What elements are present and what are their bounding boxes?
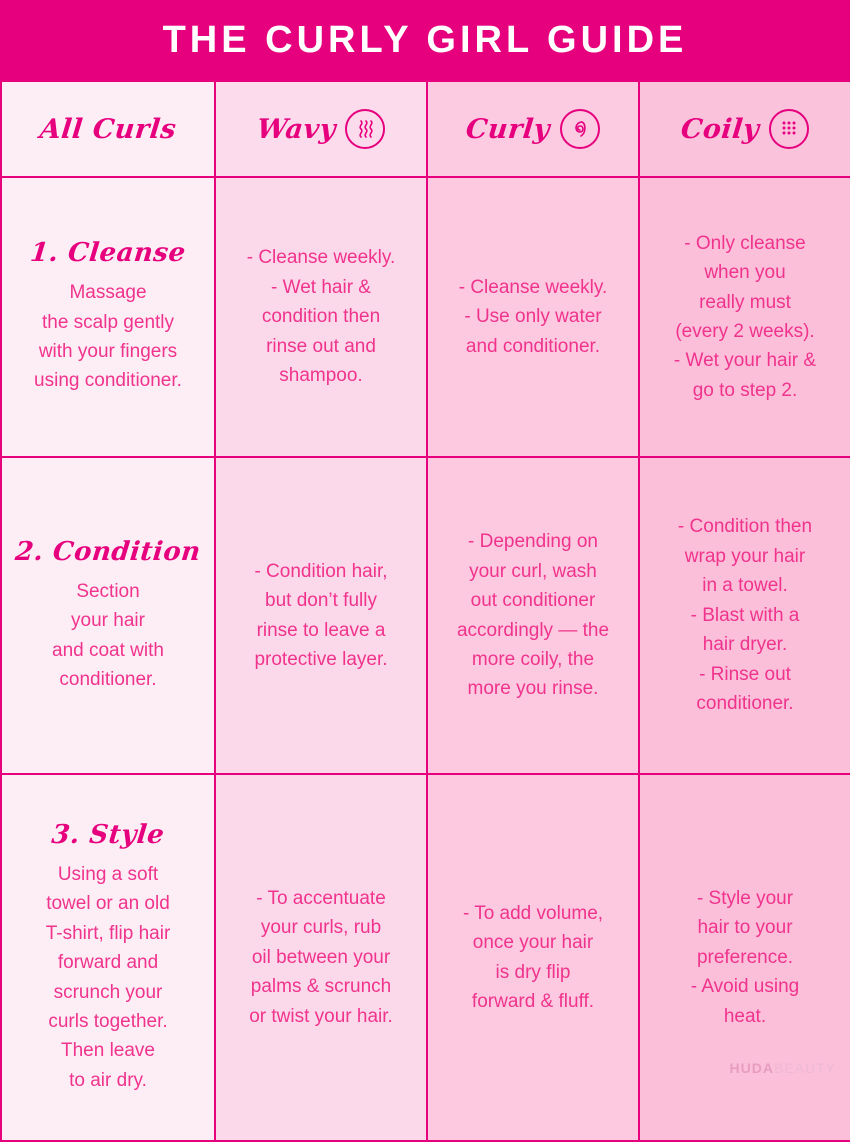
step-title: 1. Cleanse [28,238,188,269]
brand-name-part1: HUDA [729,1060,774,1076]
column-header-coily [639,81,850,177]
cell-wavy [215,457,427,774]
brand-name-part2: BEAUTY [773,1060,836,1076]
step-title: 3. Style [50,819,166,850]
cell-text: - To add volume, once your hair is dry flip forward & fluff. [462,902,604,1012]
column-header-curly [427,81,639,177]
column-header-label: Wavy [254,113,338,145]
column-header-label: Coily [679,113,761,145]
cell-text: Massage the scalp gently with your fingers using conditioner. [34,282,182,392]
cell-curly [427,177,639,457]
table-header-row [1,81,850,177]
coily-hair-icon [769,109,809,149]
cell-text: - Style your hair to your preference. - Avoid using heat. [690,887,800,1027]
step-title: 2. Condition [13,536,203,567]
step-cell-all-curls [1,177,215,457]
column-header-label: Curly [464,113,552,145]
wavy-hair-icon [345,109,385,149]
column-header-wavy [215,81,427,177]
cell-text: - Cleanse weekly. - Wet hair & condition then rinse out and shampoo. [246,247,396,387]
brand-logo [730,1060,836,1076]
cell-text: - Cleanse weekly. - Use only water and conditioner. [458,276,608,357]
column-header-all-curls [1,81,215,177]
cell-curly [427,457,639,774]
table-row [1,457,850,774]
page-header [0,0,850,80]
cell-text: - To accentuate your curls, rub oil between your palms & scrunch or twist your hair. [249,887,393,1027]
page-title: THE CURLY GIRL GUIDE [162,19,688,61]
table-row [1,177,850,457]
curly-girl-guide-table [0,80,850,1142]
cell-text: - Depending on your curl, wash out conditioner accordingly — the more coily, the more you rinse. [456,531,610,700]
column-header-label: All Curls [38,113,178,145]
curly-hair-icon [560,109,600,149]
cell-coily [639,177,850,457]
step-cell-all-curls [1,457,215,774]
cell-text: - Only cleanse when you really must (every 2 weeks). - Wet your hair & go to step 2. [673,232,817,401]
cell-text: - Condition hair, but don’t fully rinse to leave a protective layer. [254,560,388,670]
cell-text: Using a soft towel or an old T-shirt, flip hair forward and scrunch your curls together. Then leave to air dry. [45,863,171,1091]
cell-wavy [215,177,427,457]
cell-coily [639,457,850,774]
cell-text: - Condition then wrap your hair in a towel. - Blast with a hair dryer. - Rinse out conditioner. [677,516,813,715]
cell-text: Section your hair and coat with conditioner. [52,580,164,690]
